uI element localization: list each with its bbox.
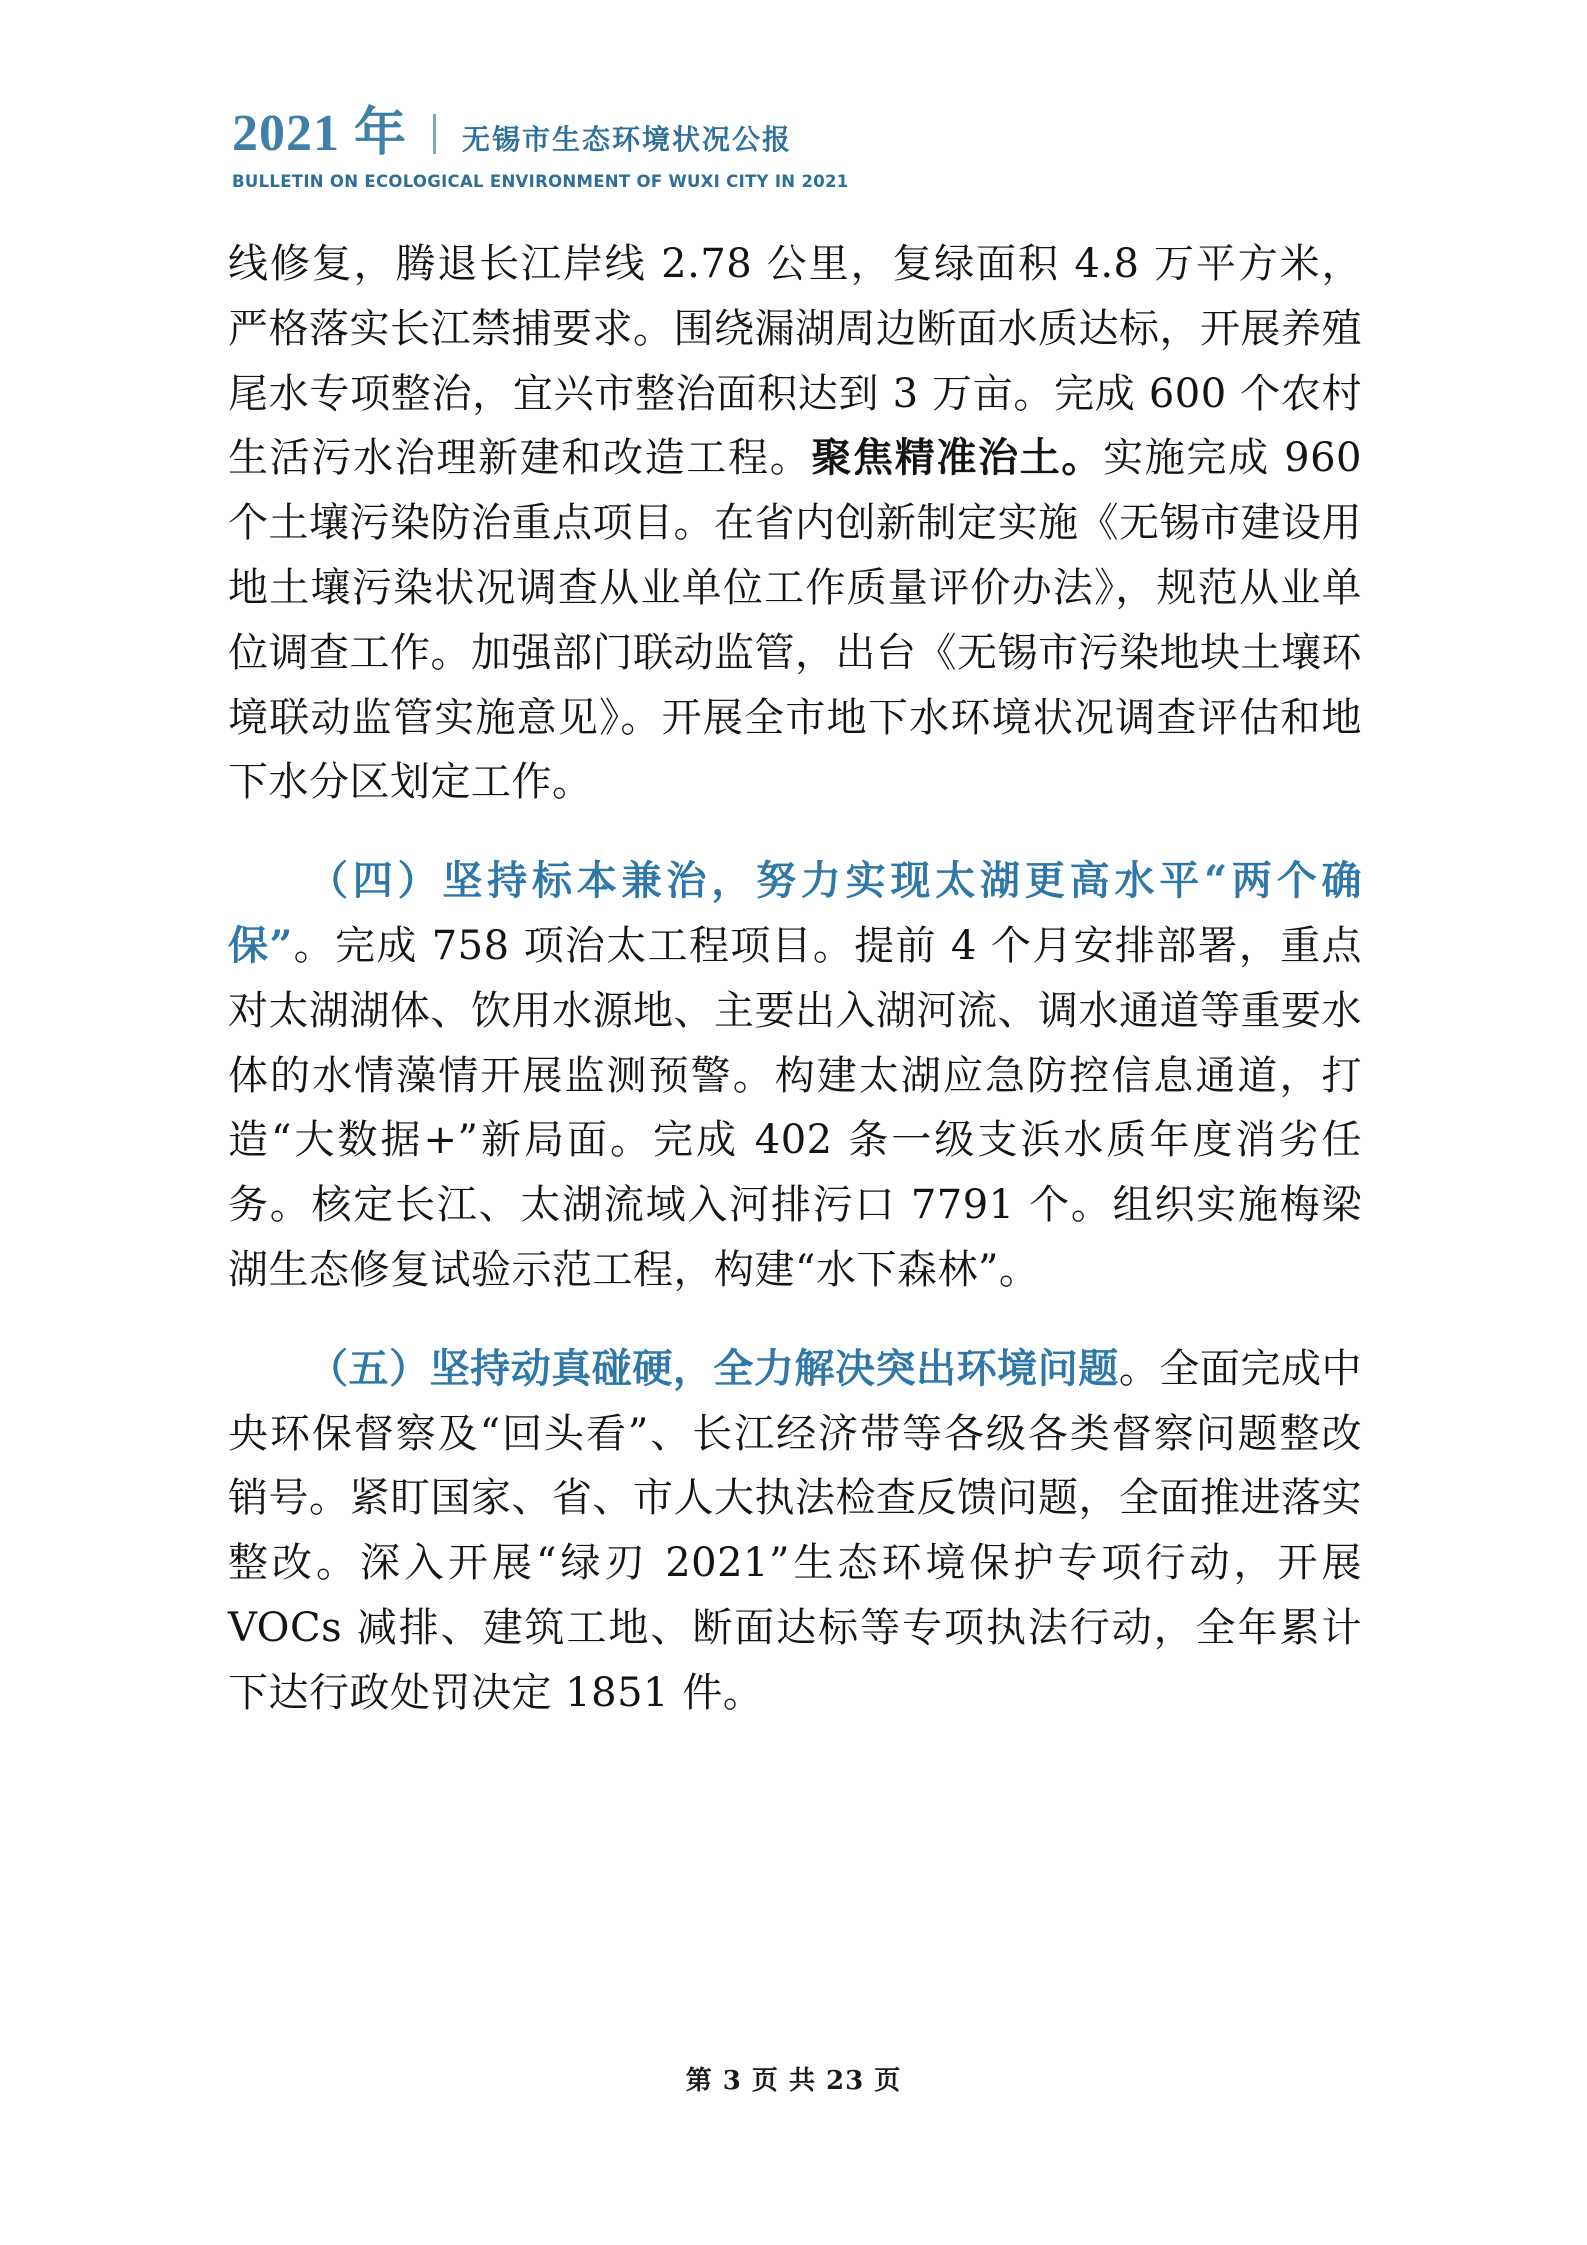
- paragraph-soil-text-1: 线修复，腾退长江岸线 2.78 公里，复绿面积 4.8 万平方米，严格落实长江禁捕要求。围绕漏湖周边断面水质达标，开展养殖尾水专项整治，宜兴市整治面积达到 3 万亩。完成 600 个农村生活污水治理新建和改造工程。: [228, 241, 1362, 482]
- header-title-row: [232, 105, 1382, 162]
- section-five-text: 。全面完成中央环保督察及“回头看”、长江经济带等各级各类督察问题整改销号。紧盯国家、省、市人大执法检查反馈问题，全面推进落实整改。深入开展“绿刃 2021”生态环境保护专项行动，开展 VOCs 减排、建筑工地、断面达标等专项执法行动，全年累计下达行政处罚决定 1851 件。: [228, 1345, 1363, 1716]
- header-divider: [433, 114, 436, 154]
- paragraph-soil-emphasis: 聚焦精准治土。: [811, 434, 1104, 482]
- paragraph-soil-text-2: 实施完成 960 个土壤污染防治重点项目。在省内创新制定实施《无锡市建设用地土壤污染状况调查从业单位工作质量评价办法》，规范从业单位调查工作。加强部门联动监管，出台《无锡市污染地块土壤环境联动监管实施意见》。开展全市地下水环境状况调查评估和地下水分区划定工作。: [228, 435, 1363, 806]
- header-subtitle: BULLETIN ON ECOLOGICAL ENVIRONMENT OF WUXI CITY IN 2021: [232, 172, 849, 191]
- header-title: 无锡市生态环境状况公报: [462, 123, 793, 156]
- document-body: [228, 232, 1362, 1726]
- page-footer: 第 3 页 共 23 页: [685, 2066, 902, 2096]
- paragraph-section-four: [228, 849, 1362, 1303]
- paragraph-soil: [228, 232, 1362, 815]
- document-header: [232, 105, 1382, 191]
- section-five-heading: （五）坚持动真碰硬，全力解决突出环境问题: [308, 1344, 1119, 1392]
- section-four-text: 。完成 758 项治太工程项目。提前 4 个月安排部署，重点对太湖湖体、饮用水源地、主要出入湖河流、调水通道等重要水体的水情藻情开展监测预警。构建太湖应急防控信息通道，打造“大数据+”新局面。完成 402 条一级支浜水质年度消劣任务。核定长江、太湖流域入河排污口 7791 个。组织实施梅梁湖生态修复试验示范工程，构建“水下森林”。: [228, 922, 1363, 1293]
- section-four-heading: （四）坚持标本兼治，努力实现太湖更高水平“两个确保”: [228, 857, 1362, 969]
- header-year: 2021 年: [232, 105, 408, 162]
- paragraph-section-five: [228, 1337, 1362, 1726]
